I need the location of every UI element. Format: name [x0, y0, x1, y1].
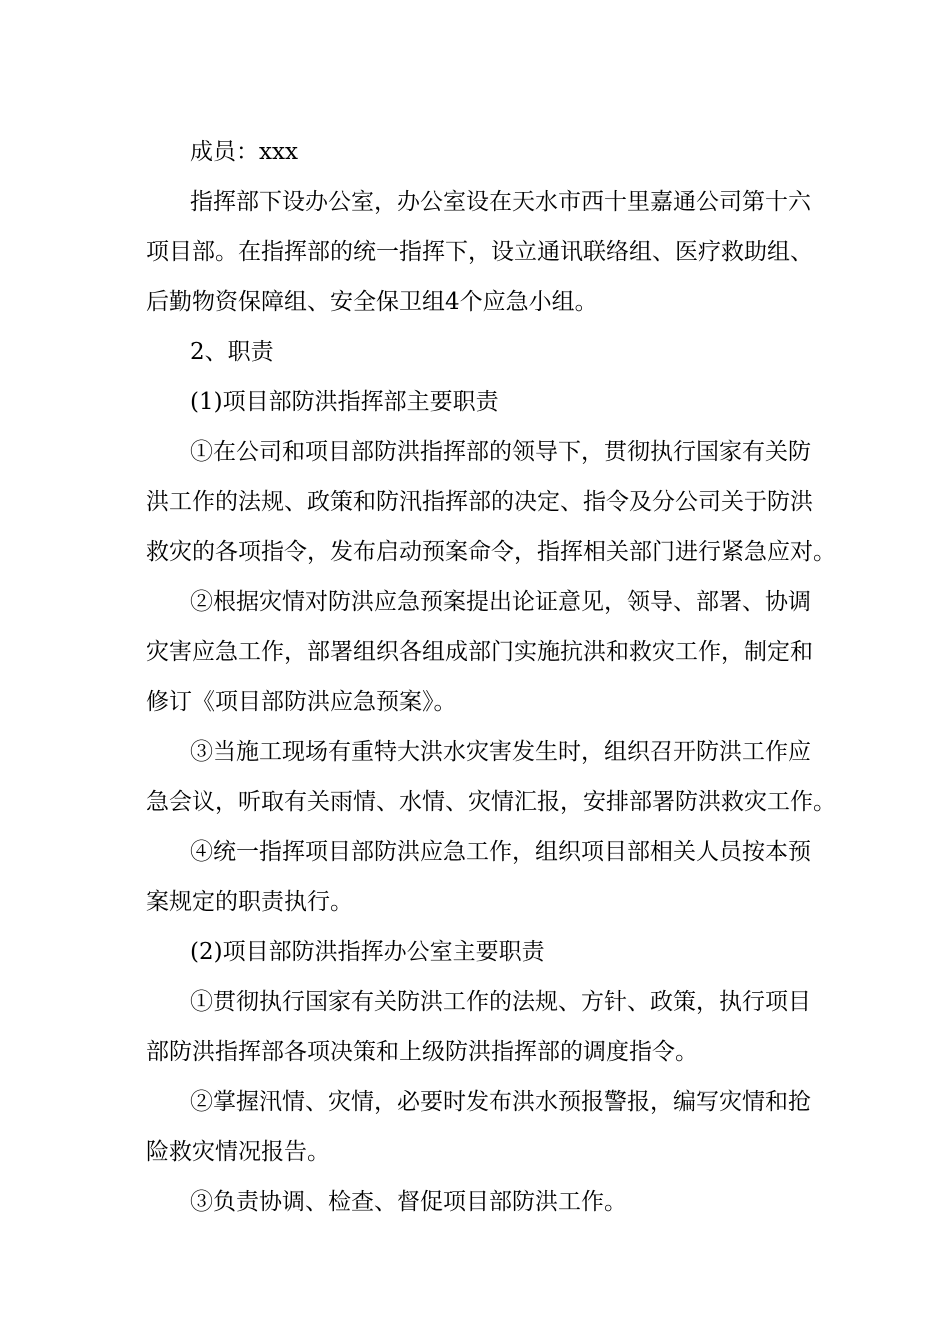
paragraph-line: 灾害应急工作，部署组织各组成部门实施抗洪和救灾工作，制定和 [146, 639, 813, 665]
paragraph-line: ③当施工现场有重特大洪水灾害发生时，组织召开防洪工作应 [190, 739, 811, 765]
paragraph-line: ①在公司和项目部防洪指挥部的领导下，贯彻执行国家有关防 [190, 439, 811, 465]
paragraph-line: 险救灾情况报告。 [146, 1139, 330, 1165]
paragraph-line: 案规定的职责执行。 [146, 889, 353, 915]
paragraph-line: 后勤物资保障组、安全保卫组4个应急小组。 [146, 289, 598, 315]
paragraph-line: ②根据灾情对防洪应急预案提出论证意见，领导、部署、协调 [190, 589, 811, 615]
paragraph-line: 部防洪指挥部各项决策和上级防洪指挥部的调度指令。 [146, 1039, 698, 1065]
paragraph-line: 项目部。在指挥部的统一指挥下，设立通讯联络组、医疗救助组、 [146, 239, 813, 265]
section-heading: 2、职责 [190, 339, 274, 365]
subsection-heading: (2)项目部防洪指挥办公室主要职责 [190, 939, 545, 965]
paragraph-line: ①贯彻执行国家有关防洪工作的法规、方针、政策，执行项目 [190, 989, 811, 1015]
subsection-heading: (1)项目部防洪指挥部主要职责 [190, 389, 499, 415]
members-line: 成员：xxx [190, 139, 298, 165]
paragraph-line: 救灾的各项指令，发布启动预案命令，指挥相关部门进行紧急应对。 [146, 539, 836, 565]
paragraph-line: ②掌握汛情、灾情，必要时发布洪水预报警报，编写灾情和抢 [190, 1089, 811, 1115]
paragraph-line: 指挥部下设办公室，办公室设在天水市西十里嘉通公司第十六 [190, 189, 811, 215]
paragraph-line: 洪工作的法规、政策和防汛指挥部的决定、指令及分公司关于防洪 [146, 489, 813, 515]
paragraph-line: ④统一指挥项目部防洪应急工作，组织项目部相关人员按本预 [190, 839, 811, 865]
paragraph-line: 修订《项目部防洪应急预案》。 [146, 689, 457, 715]
paragraph-line: 急会议，听取有关雨情、水情、灾情汇报，安排部署防洪救灾工作。 [146, 789, 836, 815]
paragraph-line: ③负责协调、检查、督促项目部防洪工作。 [190, 1189, 627, 1215]
